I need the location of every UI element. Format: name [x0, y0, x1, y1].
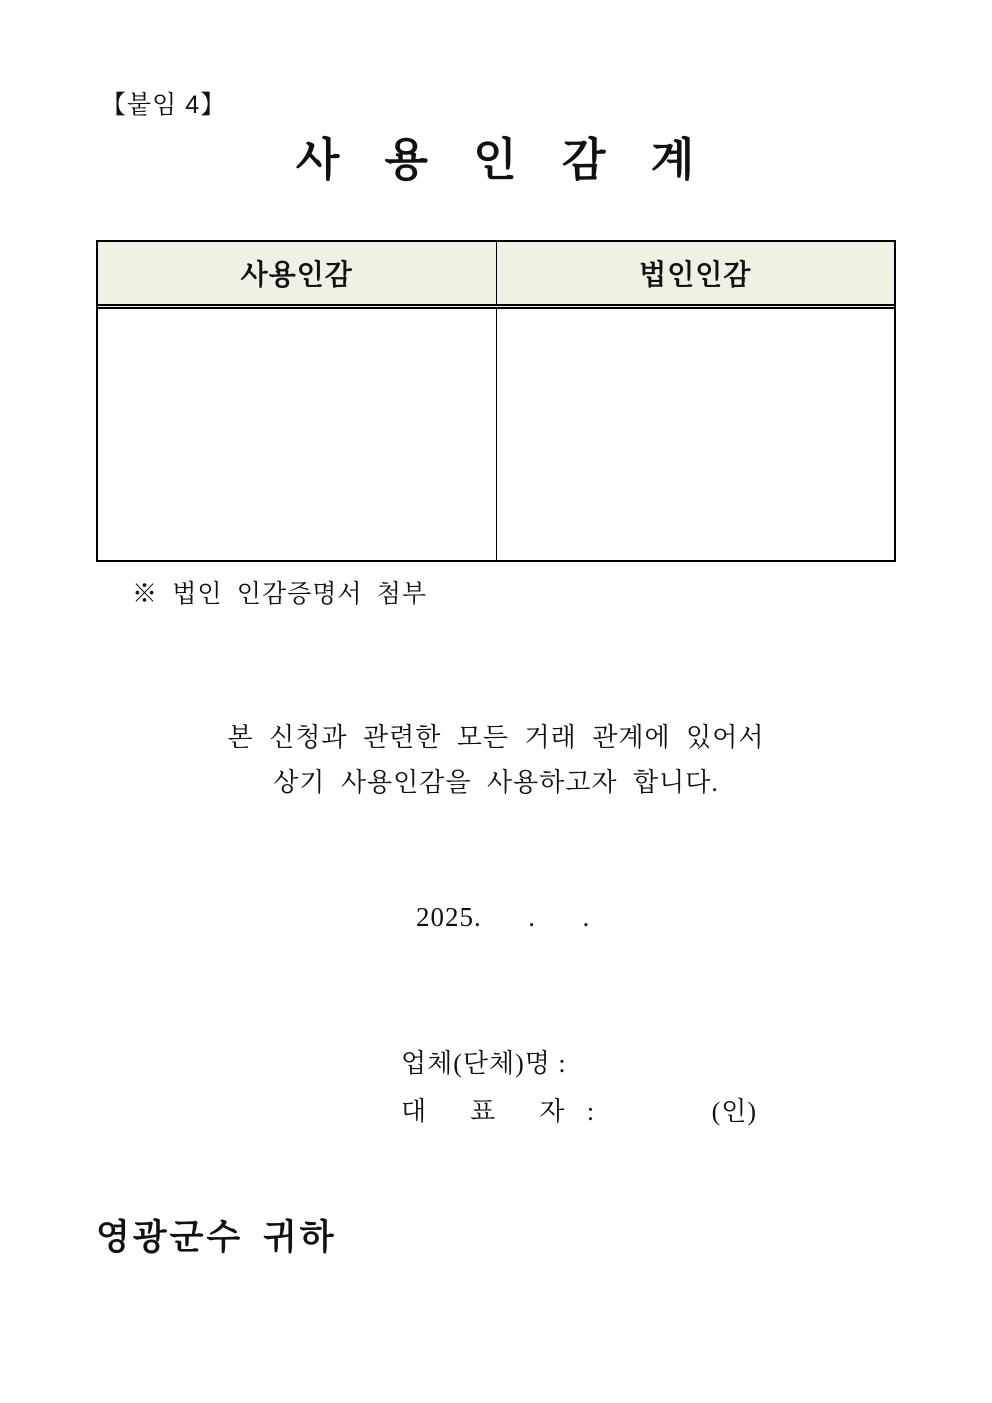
- addressee-line: 영광군수 귀하: [96, 1218, 337, 1257]
- representative-label: 대 표 자 :: [401, 1097, 596, 1126]
- declaration-statement-line-2: 상기 사용인감을 사용하고자 합니다.: [273, 768, 719, 797]
- organization-name-label: 업체(단체)명 :: [401, 1049, 567, 1078]
- attachment-number-label: 【붙임 4】: [101, 91, 227, 119]
- seal-table-body-row: [98, 309, 894, 560]
- usage-seal-stamp-cell: [98, 309, 497, 560]
- corporate-seal-stamp-cell: [497, 309, 895, 560]
- declaration-statement-line-1: 본 신청과 관련한 모든 거래 관계에 있어서: [227, 723, 765, 752]
- seal-table-header-corporate-seal: 법인인감: [639, 260, 752, 291]
- seal-placeholder-mark: (인): [711, 1097, 757, 1126]
- attachment-note: ※ 법인 인감증명서 첨부: [132, 581, 428, 608]
- seal-table-header-row: [98, 242, 894, 309]
- page-title: 사 용 인 감 계: [295, 135, 697, 185]
- declaration-statement: [0, 715, 992, 805]
- date-line: 2025. . .: [416, 902, 591, 932]
- representative-row: [401, 1091, 757, 1128]
- seal-table: [96, 240, 896, 562]
- seal-table-header-usage-seal: 사용인감: [98, 242, 497, 304]
